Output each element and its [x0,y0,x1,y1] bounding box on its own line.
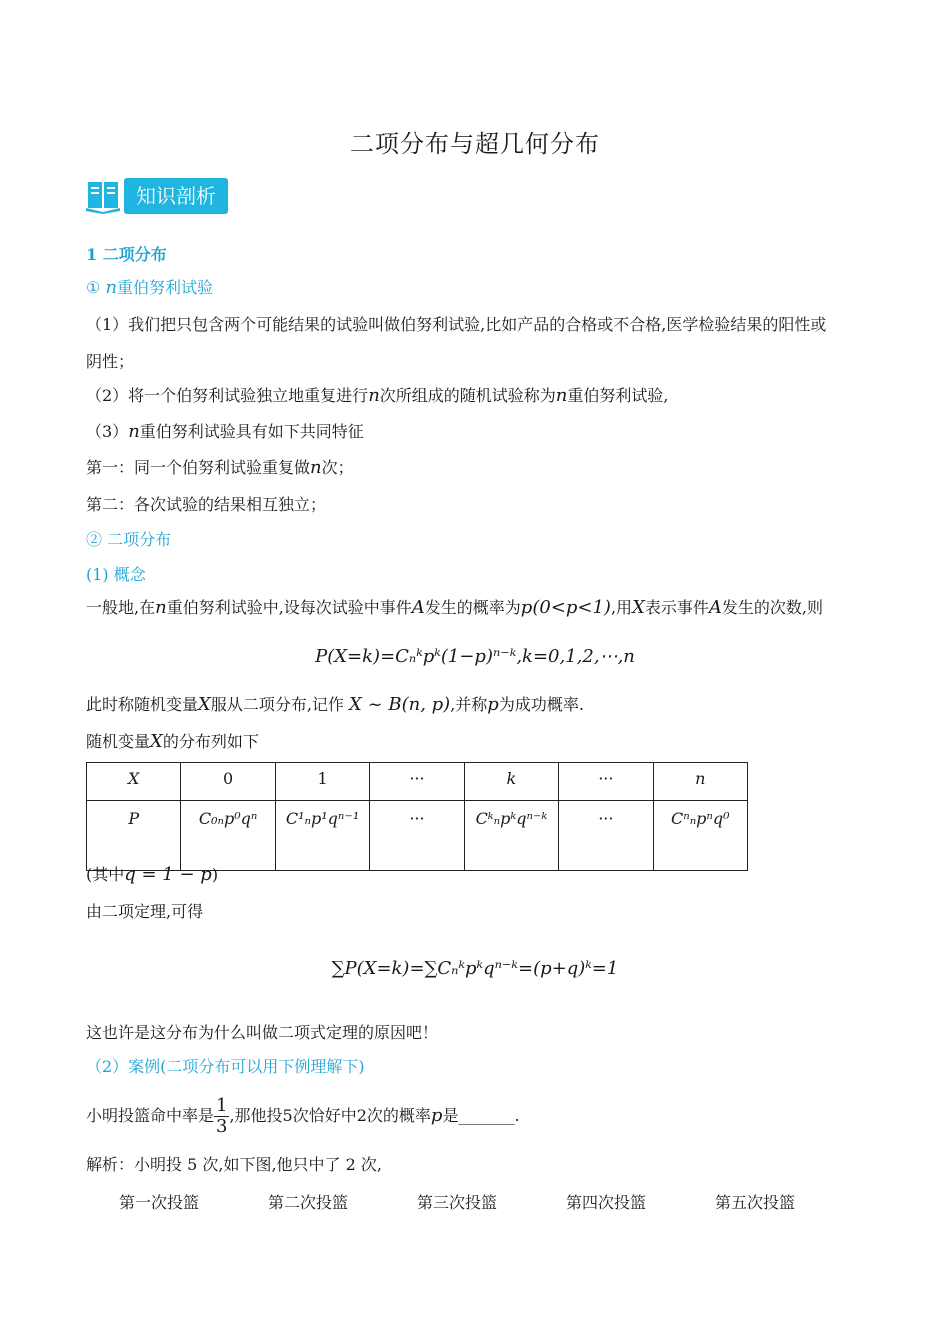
table-cell: ··· [559,801,653,871]
shot-label: 第二次投篮 [268,1193,349,1212]
fraction-numerator: 1 [216,1095,228,1117]
subheading-example: （2）案例(二项分布可以用下例理解下) [86,1057,365,1076]
text: 小明投篮命中率是 [86,1106,215,1125]
text: 次所组成的随机试验称为 [379,386,556,405]
text: 次； [321,458,354,477]
formula-sum: ∑P(X=k)=∑Cₙᵏpᵏqⁿ⁻ᵏ=(p+q)ᵏ=1 [331,958,619,979]
table-cell: Cᵏₙpᵏqⁿ⁻ᵏ [464,801,558,871]
text: （2）将一个伯努利试验独立地重复进行 [86,386,369,405]
shot-label: 第三次投篮 [417,1193,498,1212]
section-banner [86,178,228,214]
shot-label: 第五次投篮 [715,1193,796,1212]
text: 的分布列如下 [162,732,259,751]
paragraph-1a: （1）我们把只包含两个可能结果的试验叫做伯努利试验,比如产品的合格或不合格,医学检验结果的阳性或 [86,315,827,334]
text: 发生的概率为 [424,598,521,617]
text: 为成功概率. [498,695,584,714]
var-X: X [632,597,645,618]
var-n: n [368,385,380,406]
paragraph-10: 由二项定理,可得 [86,902,204,921]
condition: p(0<p<1) [520,597,611,618]
text: 表示事件 [644,598,709,617]
var-n: n [105,277,118,298]
table-cell: k [464,763,558,801]
table-cell: P [87,801,181,871]
text: 重伯努利试验具有如下共同特征 [139,422,364,441]
paragraph-6 [86,597,823,619]
var-X: X [150,731,163,752]
paragraph-2 [86,385,668,407]
table-cell: ··· [370,763,464,801]
shot-label: 第一次投篮 [119,1193,200,1212]
table-row [87,801,748,871]
table-cell: C₀ₙp⁰qⁿ [181,801,275,871]
text: ,那他投5次恰好中2次的概率 [229,1106,431,1125]
formula-binomial-pmf: P(X=k)=Cₙᵏpᵏ(1−p)ⁿ⁻ᵏ,k=0,1,2,⋯,n [315,646,635,667]
open-book-icon [86,178,120,214]
paragraph-11: 这也许是这分布为什么叫做二项式定理的原因吧！ [86,1023,439,1042]
section-heading-binomial: 1 二项分布 [86,245,167,264]
table-cell: X [87,763,181,801]
shot-label: 第四次投篮 [566,1193,647,1212]
text: ) [211,865,219,884]
table-cell: 1 [275,763,369,801]
text: 是_______. [442,1106,520,1125]
text: 重伯努利试验, [567,386,669,405]
paragraph-4 [86,457,354,479]
paragraph-5: 第二：各次试验的结果相互独立； [86,495,327,514]
subheading-bernoulli [86,277,213,299]
equation: q = 1 − p [124,864,212,885]
paragraph-8 [86,731,259,753]
fraction [214,1096,229,1137]
var-n: n [128,421,140,442]
paragraph-1b: 阴性； [86,352,135,371]
table-cell: 0 [181,763,275,801]
distribution-notation: X ~ B(n, p) [349,694,451,715]
text: （3） [86,422,129,441]
sub-text: 重伯努利试验 [117,278,214,297]
paragraph-7 [86,694,584,716]
var-p: p [487,694,499,715]
table-cell: ··· [559,763,653,801]
var-X: X [198,694,211,715]
text: 一般地,在 [86,598,156,617]
var-A: A [411,597,425,618]
paragraph-12 [86,1096,520,1137]
table-cell: Cⁿₙpⁿq⁰ [653,801,747,871]
distribution-table [86,762,748,871]
banner-label: 知识剖析 [124,178,228,214]
table-cell: C¹ₙp¹qⁿ⁻¹ [275,801,369,871]
text: ,并称 [450,695,488,714]
table-cell: ··· [370,801,464,871]
text: 此时称随机变量 [86,695,199,714]
subheading-binomial: ② 二项分布 [86,530,172,549]
text: ,用 [610,598,633,617]
paragraph-3 [86,421,364,443]
sub-num: ① [86,278,101,297]
var-p: p [430,1105,443,1126]
text: 第一：同一个伯努利试验重复做 [86,458,311,477]
text: 发生的次数,则 [721,598,823,617]
var-n: n [555,385,568,406]
table-cell: n [653,763,747,801]
text: 服从二项分布,记作 [210,695,350,714]
paragraph-13: 解析：小明投 5 次,如下图,他只中了 2 次, [86,1155,382,1174]
paragraph-9 [86,864,218,886]
var-n: n [310,457,322,478]
subheading-concept: (1) 概念 [86,565,146,584]
fraction-denominator: 3 [216,1116,228,1137]
page-title: 二项分布与超几何分布 [350,130,600,158]
table-header-row [87,763,748,801]
var-A: A [708,597,722,618]
text: 随机变量 [86,732,151,751]
var-n: n [155,597,167,618]
text: 重伯努利试验中,设每次试验中事件 [166,598,412,617]
text: (其中 [86,865,125,884]
